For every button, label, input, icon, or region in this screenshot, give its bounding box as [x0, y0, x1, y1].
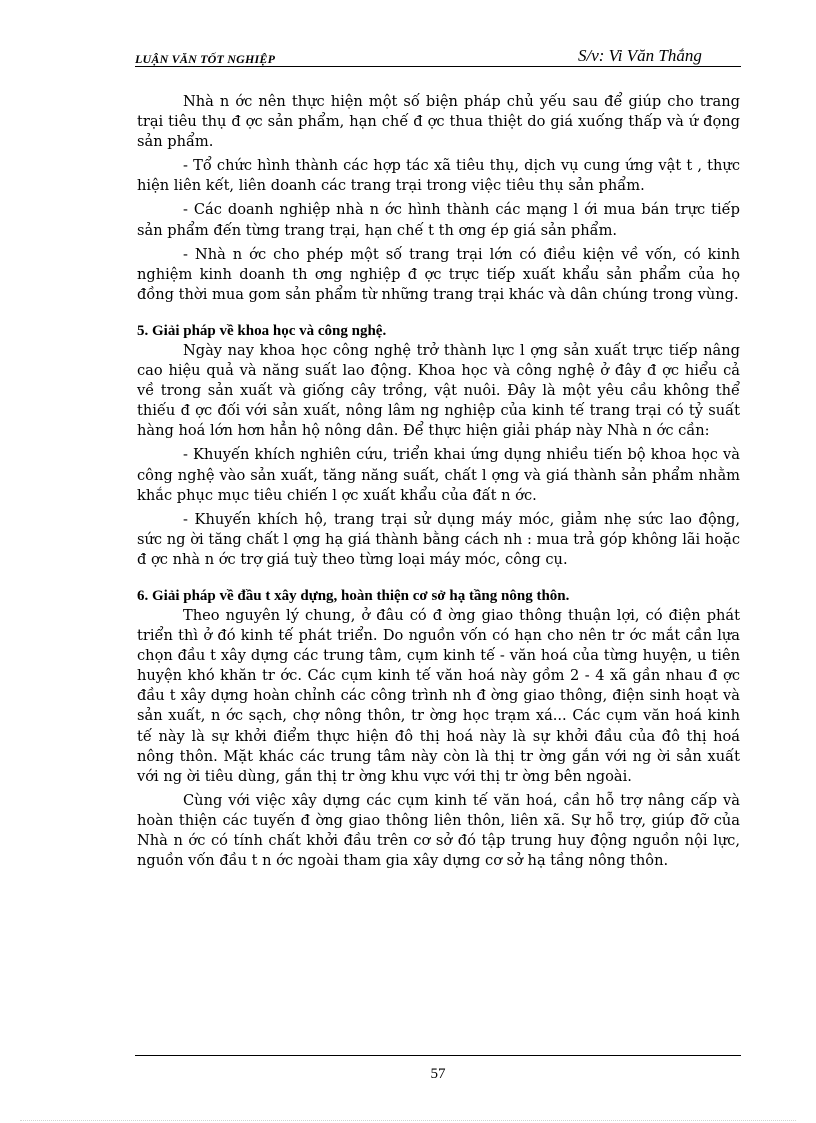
paragraph: Ngày nay khoa học công nghệ trở thành lực l ợng sản xuất trực tiếp nâng cao hiệu quả và năng suất lao động. Khoa học và công nghệ ở đây đ ợc hiểu cả về trong sản xuất và giống cây trồng, vật nuôi. Đây là một yêu cầu không thể thiếu đ ợc đối với sản xuất, nông lâm ng nghiệp của kinh tế trang trại có tỷ suất hàng hoá lớn hơn hẳn hộ nông dân. Để thực hiện giải pháp này Nhà n ớc cần:: [137, 341, 740, 440]
footer-rule: [135, 1055, 741, 1056]
paragraph: - Khuyến khích nghiên cứu, triển khai ứng dụng nhiều tiến bộ khoa học và công nghệ vào sản xuất, tăng năng suất, chất l ợng và giá thành sản phẩm nhằm khắc phục mục tiêu chiến l ợc xuất khẩu của đất n ớc.: [137, 446, 740, 504]
paragraph: Nhà n ớc nên thực hiện một số biện pháp chủ yếu sau để giúp cho trang trại tiêu thụ đ ợc sản phẩm, hạn chế đ ợc thua thiệt do giá xuống thấp và ứ đọng sản phẩm.: [137, 93, 740, 151]
header-student-name: S/v: Vi Văn Thắng: [578, 46, 702, 65]
paragraph: Cùng với việc xây dựng các cụm kinh tế văn hoá, cần hỗ trợ nâng cấp và hoàn thiện các tuyến đ ờng giao thông liên thôn, liên xã. Sự hỗ trợ, giúp đỡ của Nhà n ớc có tính chất khởi đầu trên cơ sở đó tập trung huy động nguồn nội lực, nguồn vốn đầu t n ớc ngoài tham gia xây dựng cơ sở hạ tầng nông thôn.: [137, 791, 740, 870]
header-rule: [135, 66, 741, 67]
paragraph: Theo nguyên lý chung, ở đâu có đ ờng giao thông thuận lợi, có điện phát triển thì ở đó kinh tế phát triển. Do nguồn vốn có hạn cho nên tr ớc mắt cần lựa chọn đầu t xây dựng các trung tâm, cụm kinh tế - văn hoá của từng huyện, u tiên huyện khó khăn tr ớc. Các cụm kinh tế văn hoá này gồm 2 - 4 xã gần nhau đ ợc đầu t xây dựng hoàn chỉnh các công trình nh đ ờng giao thông, điện sinh hoạt và sản xuất, n ớc sạch, chợ nông thôn, tr ờng học trạm xá... Các cụm văn hoá kinh tế này là sự khởi điểm thực hiện đô thị hoá này là sự khởi đầu của đô thị hoá nông thôn. Mặt khác các trung tâm này còn là thị tr ờng gắn với ng ời sản xuất với ng ời tiêu dùng, gắn thị tr ờng khu vực với thị tr ờng bên ngoài.: [137, 606, 740, 785]
section-6-heading: 6. Giải pháp về đầu t xây dựng, hoàn thiện cơ sở hạ tầng nông thôn.: [137, 587, 570, 604]
section-5-heading: 5. Giải pháp về khoa học và công nghệ.: [137, 322, 387, 339]
paragraph: - Khuyến khích hộ, trang trại sử dụng máy móc, giảm nhẹ sức lao động, sức ng ời tăng chất l ợng hạ giá thành bằng cách nh : mua trả góp không lãi hoặc đ ợc nhà n ớc trợ giá tuỳ theo từng loại máy móc, công cụ.: [137, 510, 740, 568]
body-text: [137, 92, 740, 875]
paragraph: - Tổ chức hình thành các hợp tác xã tiêu thụ, dịch vụ cung ứng vật t , thực hiện liên kết, liên doanh các trang trại trong việc tiêu thụ sản phẩm.: [137, 157, 740, 195]
page-bottom-border: [20, 1120, 796, 1121]
page-number: 57: [430, 1066, 446, 1082]
paragraph: - Nhà n ớc cho phép một số trang trại lớn có điều kiện về vốn, có kinh nghiệm kinh doanh th ơng nghiệp đ ợc trực tiếp xuất khẩu sản phẩm của họ đồng thời mua gom sản phẩm từ những trang trại khác và dân chúng trong vùng.: [137, 245, 740, 303]
paragraph: - Các doanh nghiệp nhà n ớc hình thành các mạng l ới mua bán trực tiếp sản phẩm đến từng trang trại, hạn chế t th ơng ép giá sản phẩm.: [137, 201, 740, 239]
header-thesis-title: LUẬN VĂN TỐT NGHIỆP: [135, 52, 276, 66]
